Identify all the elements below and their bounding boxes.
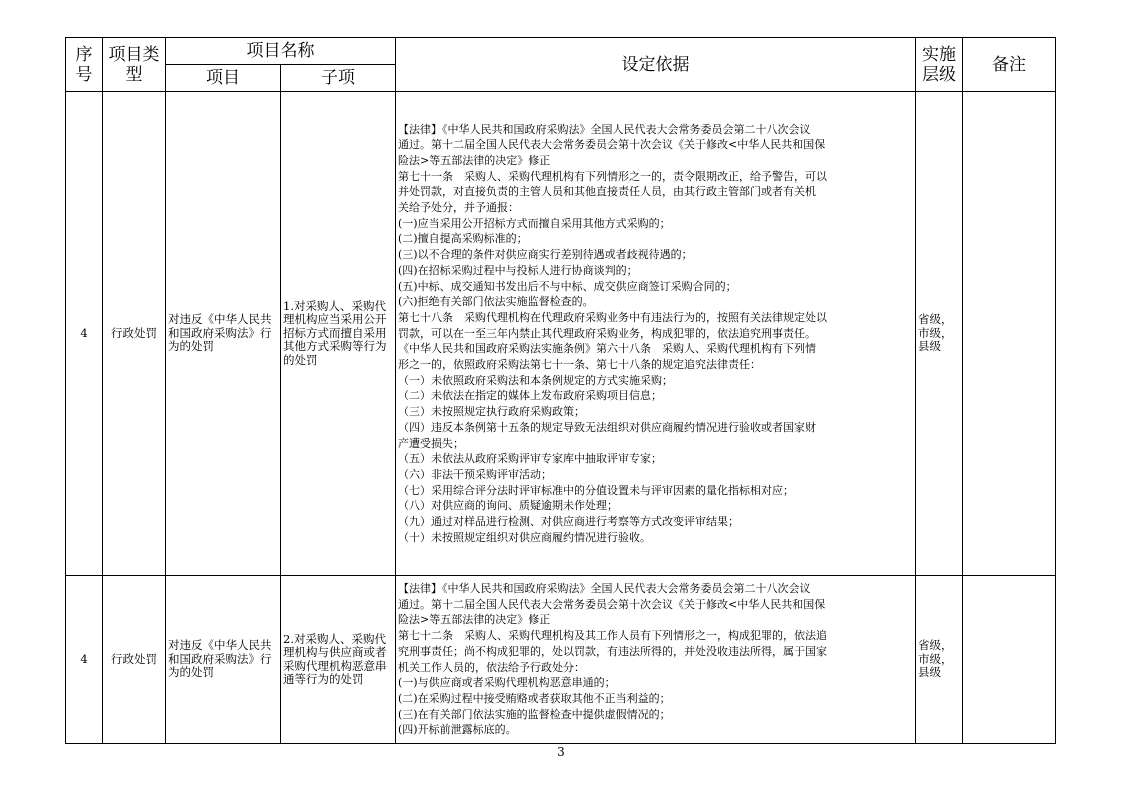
basis-line: (三)在有关部门依法实施的监督检查中提供虚假情况的；: [398, 707, 671, 721]
basis-line: （五）未依法从政府采购评审专家库中抽取评审专家；: [398, 452, 662, 466]
row-item: 对违反《中华人民共和国政府采购法》行为的处罚: [166, 92, 281, 576]
basis-line: (二)擅自提高采购标准的；: [398, 232, 528, 246]
row-basis: [396, 576, 916, 744]
row-type: 行政处罚: [103, 576, 166, 744]
basis-line: (五)中标、成交通知书发出后不与中标、成交供应商签订采购合同的；: [398, 279, 737, 293]
regulation-table: [65, 37, 1056, 744]
row-remark: [963, 576, 1056, 744]
basis-line: 通过。第十二届全国人民代表大会常务委员会第十次会议《关于修改<中华人民共和国保: [398, 597, 826, 611]
basis-line: （四）违反本条例第十五条的规定导致无法组织对供应商履约情况进行验收或者国家财: [398, 420, 816, 434]
basis-line: 罚款，可以在一至三年内禁止其代理政府采购业务，构成犯罪的，依法追究刑事责任。: [398, 326, 816, 340]
row-basis: [396, 92, 916, 576]
header-name-group: 项目名称: [166, 38, 396, 65]
header-level: 实施层级: [916, 38, 963, 92]
basis-line: (二)在采购过程中接受贿赂或者获取其他不正当利益的；: [398, 691, 671, 705]
header-type: 项目类型: [103, 38, 166, 92]
row-seq: 4: [66, 576, 103, 744]
basis-line: （六）非法干预采购评审活动；: [398, 467, 552, 481]
basis-line: 险法>等五部法律的决定》修正: [398, 153, 551, 167]
row-subitem: 1.对采购人、采购代理机构应当采用公开招标方式而擅自采用其他方式采购等行为的处罚: [281, 92, 396, 576]
basis-line: 第七十八条 采购代理机构在代理政府采购业务中有违法行为的，按照有关法律规定处以: [398, 310, 827, 324]
row-level: 省级，市级，县级: [916, 92, 963, 576]
basis-line: 《中华人民共和国政府采购法实施条例》第六十八条 采购人、采购代理机构有下列情: [398, 342, 816, 356]
basis-line: 究刑事责任；尚不构成犯罪的，处以罚款，有违法所得的，并处没收违法所得，属于国家: [398, 644, 827, 658]
basis-line: (一)应当采用公开招标方式而擅自采用其他方式采购的；: [398, 216, 671, 230]
basis-line: (一)与供应商或者采购代理机构恶意串通的；: [398, 676, 616, 690]
table-row: [66, 92, 1056, 576]
basis-line: （八）对供应商的询问、质疑逾期未作处理；: [398, 499, 618, 513]
row-seq: 4: [66, 92, 103, 576]
basis-line: 第七十二条 采购人、采购代理机构及其工作人员有下列情形之一，构成犯罪的，依法追: [398, 629, 827, 643]
basis-line: (三)以不合理的条件对供应商实行差别待遇或者歧视待遇的；: [398, 248, 693, 262]
basis-line: 关给予处分，并予通报：: [398, 201, 519, 215]
basis-line: （七）采用综合评分法时评审标准中的分值设置未与评审因素的量化指标相对应；: [398, 483, 794, 497]
page-number: 3: [557, 745, 565, 759]
header-remark: 备注: [963, 38, 1056, 92]
basis-line: （三）未按照规定执行政府采购政策；: [398, 405, 585, 419]
row-subitem: 2.对采购人、采购代理机构与供应商或者采购代理机构恶意串通等行为的处罚: [281, 576, 396, 744]
basis-line: (四)在招标采购过程中与投标人进行协商谈判的；: [398, 263, 638, 277]
basis-line: 险法>等五部法律的决定》修正: [398, 613, 551, 627]
table-row: [66, 576, 1056, 744]
basis-line: 【法律】《中华人民共和国政府采购法》全国人民代表大会常务委员会第二十八次会议: [398, 122, 811, 136]
basis-line: 形之一的，依照政府采购法第七十一条、第七十八条的规定追究法律责任：: [398, 358, 761, 372]
basis-line: （一）未依照政府采购法和本条例规定的方式实施采购；: [398, 373, 673, 387]
header-subitem: 子项: [281, 65, 396, 92]
row-level: 省级，市级，县级: [916, 576, 963, 744]
basis-line: 第七十一条 采购人、采购代理机构有下列情形之一的，责令限期改正，给予警告，可以: [398, 169, 827, 183]
basis-line: 机关工作人员的，依法给予行政处分：: [398, 660, 585, 674]
basis-line: 并处罚款，对直接负责的主管人员和其他直接责任人员，由其行政主管部门或者有关机: [398, 185, 816, 199]
header-basis: 设定依据: [396, 38, 916, 92]
basis-line: （九）通过对样品进行检测、对供应商进行考察等方式改变评审结果；: [398, 515, 739, 529]
basis-line: 通过。第十二届全国人民代表大会常务委员会第十次会议《关于修改<中华人民共和国保: [398, 138, 826, 152]
basis-line: （二）未依法在指定的媒体上发布政府采购项目信息；: [398, 389, 662, 403]
basis-line: 产遭受损失；: [398, 436, 464, 450]
row-type: 行政处罚: [103, 92, 166, 576]
row-remark: [963, 92, 1056, 576]
basis-line: 【法律】《中华人民共和国政府采购法》全国人民代表大会常务委员会第二十八次会议: [398, 581, 811, 595]
header-item: 项目: [166, 65, 281, 92]
basis-line: (六)拒绝有关部门依法实施监督检查的。: [398, 295, 594, 309]
header-seq: 序号: [66, 38, 103, 92]
row-item: 对违反《中华人民共和国政府采购法》行为的处罚: [166, 576, 281, 744]
basis-line: （十）未按照规定组织对供应商履约情况进行验收。: [398, 530, 651, 544]
basis-line: (四)开标前泄露标底的。: [398, 723, 517, 737]
